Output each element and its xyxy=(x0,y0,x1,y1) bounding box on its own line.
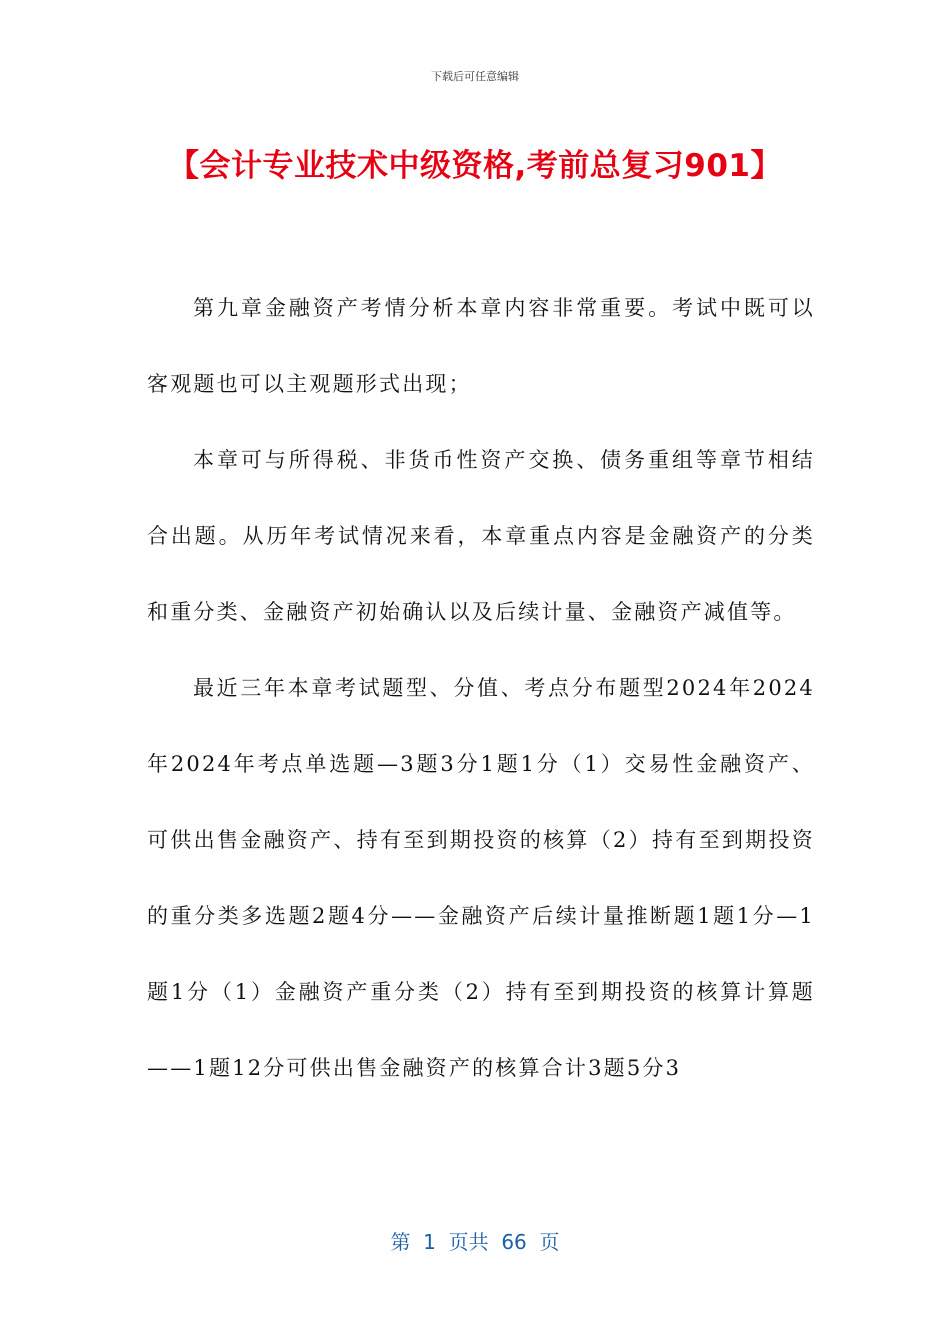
document-body xyxy=(147,270,815,1106)
paragraph-1: 第九章金融资产考情分析本章内容非常重要。考试中既可以客观题也可以主观题形式出现； xyxy=(147,296,815,396)
header-note: 下载后可任意编辑 xyxy=(431,70,519,83)
paragraph-3: 最近三年本章考试题型、分值、考点分布题型2024年2024年2024年考点单选题—3题3分1题1分（1）交易性金融资产、可供出售金融资产、持有至到期投资的核算（2）持有至到期投资的重分类多选题2题4分——金融资产后续计量推断题1题1分—1题1分（1）金融资产重分类（2）持有至到期投资的核算计算题——1题12分可供出售金融资产的核算合计3题5分3 xyxy=(147,676,815,1080)
document-title: 【会计专业技术中级资格,考前总复习901】 xyxy=(168,148,782,184)
page-footer: 第 1 页共 66 页 xyxy=(390,1230,560,1254)
paragraph-2: 本章可与所得税、非货币性资产交换、债务重组等章节相结合出题。从历年考试情况来看，本章重点内容是金融资产的分类和重分类、金融资产初始确认以及后续计量、金融资产减值等。 xyxy=(147,448,815,624)
